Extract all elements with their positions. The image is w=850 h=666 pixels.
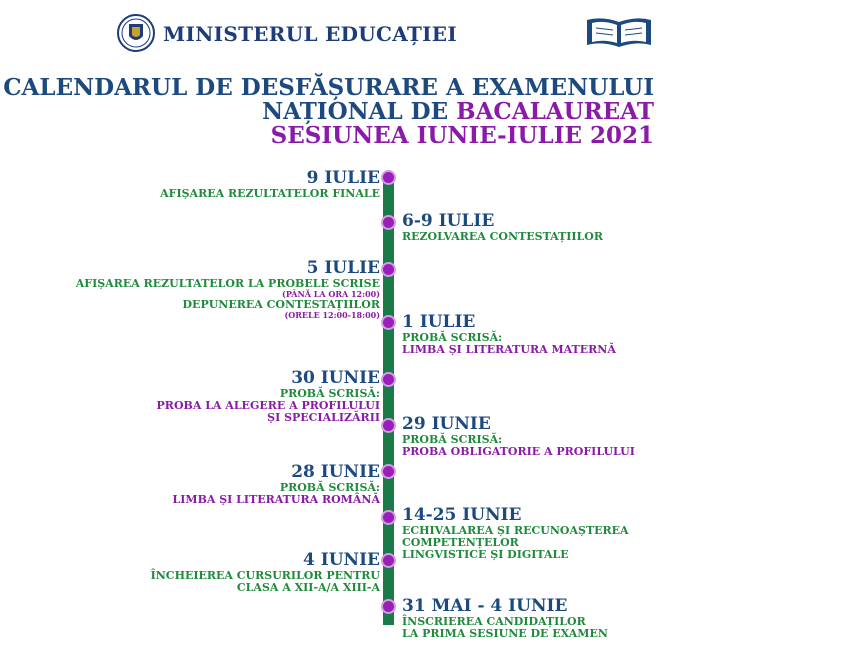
event-date: 31 MAI - 4 IUNIE [402, 596, 568, 616]
event-description: AFIȘAREA REZULTATELOR LA PROBELE SCRISE [75, 277, 380, 290]
event-description: ÎNSCRIEREA CANDIDAȚILOR [402, 615, 586, 628]
event-1-iulie [402, 314, 616, 355]
timeline-dot [381, 510, 396, 525]
event-note: (ORELE 12:00-18:00) [284, 310, 380, 320]
event-label: PROBĂ SCRISĂ: [279, 387, 380, 400]
event-date: 14-25 IUNIE [402, 505, 522, 525]
open-book-icon [584, 16, 654, 50]
timeline-dot [381, 315, 396, 330]
event-5-iulie [76, 260, 380, 319]
title-line-2-prefix: NAȚIONAL DE [262, 98, 457, 125]
event-note: (PÂNĂ LA ORA 12:00) [282, 289, 380, 299]
timeline-dot [381, 553, 396, 568]
title-bacalaureat: BACALAUREAT [456, 98, 654, 125]
event-description: LIMBA ȘI LITERATURA MATERNĂ [402, 343, 616, 356]
event-6-9-iulie [402, 213, 603, 242]
event-description: ȘI SPECIALIZĂRII [267, 411, 380, 424]
title-line-2 [262, 98, 654, 125]
event-description: CLASA A XII-A/A XIII-A [236, 581, 380, 594]
event-29-iunie [402, 416, 635, 457]
event-date: 29 IUNIE [402, 414, 491, 434]
event-description: COMPETENȚELOR [402, 536, 519, 549]
title-session: SESIUNEA IUNIE-IULIE 2021 [270, 122, 654, 149]
event-28-iunie [173, 464, 380, 505]
title-line-1: CALENDARUL DE DESFĂȘURARE A EXAMENULUI [3, 74, 654, 101]
event-date: 9 IULIE [306, 168, 380, 188]
event-description: ÎNCHEIEREA CURSURILOR PENTRU [150, 569, 380, 582]
event-label: PROBĂ SCRISĂ: [402, 331, 503, 344]
event-date: 5 IULIE [306, 258, 380, 278]
timeline-dot [381, 418, 396, 433]
event-date: 28 IUNIE [291, 462, 380, 482]
timeline-dot [381, 170, 396, 185]
event-description: LINGVISTICE ȘI DIGITALE [402, 548, 569, 561]
event-date: 1 IULIE [402, 312, 476, 332]
event-date: 4 IUNIE [303, 550, 380, 570]
event-date: 6-9 IULIE [402, 211, 495, 231]
event-description: PROBA LA ALEGERE A PROFILULUI [156, 399, 380, 412]
event-label: PROBĂ SCRISĂ: [279, 481, 380, 494]
event-date: 30 IUNIE [291, 368, 380, 388]
event-30-iunie [157, 370, 380, 423]
event-label: PROBĂ SCRISĂ: [402, 433, 503, 446]
timeline-dot [381, 215, 396, 230]
timeline-dot [381, 372, 396, 387]
event-description: LIMBA ȘI LITERATURA ROMÂNĂ [172, 493, 380, 506]
event-description: LA PRIMA SESIUNE DE EXAMEN [402, 627, 608, 640]
ministry-name: MINISTERUL EDUCAȚIEI [163, 22, 457, 46]
event-31-mai-4-iunie [402, 598, 608, 639]
event-description: DEPUNEREA CONTESTAȚIILOR [182, 298, 380, 311]
event-4-iunie [151, 552, 380, 593]
event-description: PROBA OBLIGATORIE A PROFILULUI [402, 445, 635, 458]
event-description: AFIȘAREA REZULTATELOR FINALE [160, 187, 380, 200]
timeline-dot [381, 464, 396, 479]
timeline-dot [381, 262, 396, 277]
romania-coat-of-arms-icon [114, 14, 158, 52]
event-description: ECHIVALAREA ȘI RECUNOAȘTEREA [402, 524, 629, 537]
timeline-dot [381, 599, 396, 614]
event-description: REZOLVAREA CONTESTAȚIILOR [402, 230, 604, 243]
event-9-iulie [160, 170, 380, 199]
event-14-25-iunie [402, 507, 629, 560]
